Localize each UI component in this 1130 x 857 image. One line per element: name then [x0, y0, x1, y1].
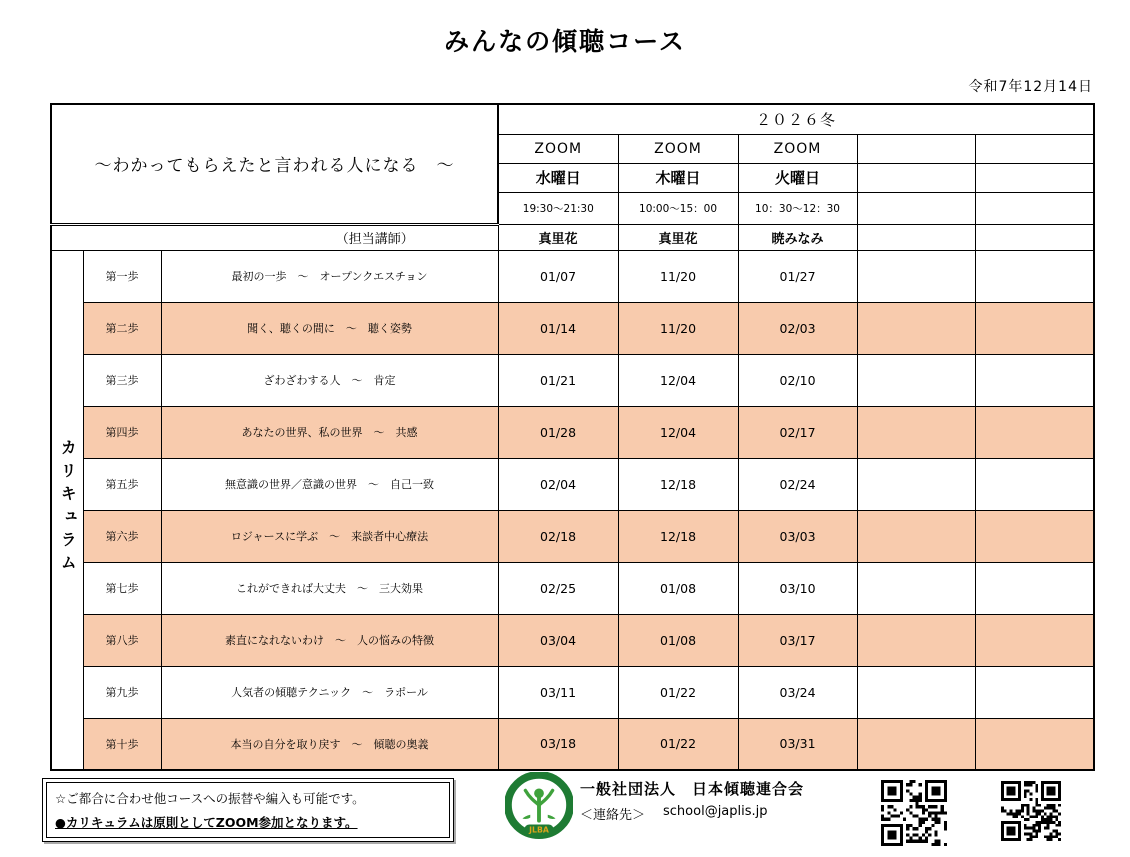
date-cell: 01/27: [738, 250, 857, 302]
platform-cell: ZOOM: [618, 134, 738, 163]
date-cell: 03/17: [738, 614, 857, 666]
step-cell: 第二歩: [83, 302, 161, 354]
date-cell: 01/14: [498, 302, 618, 354]
document-date: 令和7年12月14日: [968, 79, 1093, 95]
curriculum-row: [51, 458, 1094, 510]
date-cell: 03/18: [498, 718, 618, 770]
date-cell: 02/17: [738, 406, 857, 458]
date-cell: 03/24: [738, 666, 857, 718]
contact-email: school@japlis.jp: [663, 804, 768, 819]
schedule-table: [50, 103, 1095, 771]
instructor-label: （担当講師）: [51, 224, 498, 250]
topic-cell: 聞く、聴くの間に ～ 聴く姿勢: [161, 302, 498, 354]
date-cell: 01/28: [498, 406, 618, 458]
weekday-cell: 火曜日: [738, 163, 857, 192]
topic-cell: 本当の自分を取り戻す ～ 傾聴の奥義: [161, 718, 498, 770]
curriculum-side-label: カリキュラム: [51, 250, 83, 770]
curriculum-row: [51, 562, 1094, 614]
date-cell: 02/18: [498, 510, 618, 562]
date-cell: 03/31: [738, 718, 857, 770]
platform-cell: ZOOM: [498, 134, 618, 163]
instructor-row: [51, 224, 1094, 250]
date-cell: [857, 718, 975, 770]
instructor-cell: 暁みなみ: [738, 224, 857, 250]
time-cell: 10：30～12：30: [738, 192, 857, 224]
date-cell: 01/21: [498, 354, 618, 406]
instructor-cell: [975, 224, 1094, 250]
curriculum-row: [51, 250, 1094, 302]
date-cell: [975, 666, 1094, 718]
step-cell: 第九歩: [83, 666, 161, 718]
curriculum-row: [51, 666, 1094, 718]
date-cell: [975, 354, 1094, 406]
topic-cell: あなたの世界、私の世界 ～ 共感: [161, 406, 498, 458]
time-cell: [857, 192, 975, 224]
date-cell: [857, 562, 975, 614]
date-cell: 12/18: [618, 510, 738, 562]
date-cell: 03/04: [498, 614, 618, 666]
topic-cell: 人気者の傾聴テクニック ～ ラポール: [161, 666, 498, 718]
org-logo-icon: [505, 772, 573, 840]
curriculum-row: [51, 510, 1094, 562]
date-cell: 02/25: [498, 562, 618, 614]
qr-code: [1001, 781, 1061, 841]
date-cell: 01/22: [618, 666, 738, 718]
notes-inner: [46, 782, 450, 838]
time-cell: 10:00～15：00: [618, 192, 738, 224]
weekday-cell: 水曜日: [498, 163, 618, 192]
topic-cell: 最初の一歩 ～ オープンクエスチョン: [161, 250, 498, 302]
instructor-cell: 真里花: [498, 224, 618, 250]
topic-cell: 無意識の世界／意識の世界 ～ 自己一致: [161, 458, 498, 510]
date-cell: 03/11: [498, 666, 618, 718]
date-cell: [857, 458, 975, 510]
logo-acronym: JLBA: [529, 825, 549, 835]
org-name: 一般社団法人 日本傾聴連合会: [580, 780, 805, 798]
curriculum-row: [51, 614, 1094, 666]
note-line-zoom: ●カリキュラムは原則としてZOOM参加となります。: [55, 815, 358, 830]
time-cell: [975, 192, 1094, 224]
instructor-cell: 真里花: [618, 224, 738, 250]
date-cell: 01/08: [618, 562, 738, 614]
page-title: みんなの傾聴コース: [444, 27, 686, 56]
date-cell: 03/03: [738, 510, 857, 562]
date-cell: 12/18: [618, 458, 738, 510]
date-cell: [975, 302, 1094, 354]
step-cell: 第六歩: [83, 510, 161, 562]
date-cell: 02/04: [498, 458, 618, 510]
date-cell: 12/04: [618, 406, 738, 458]
date-cell: 03/10: [738, 562, 857, 614]
course-slogan: ～わかってもらえたと言われる人になる ～: [51, 104, 498, 224]
date-cell: [975, 458, 1094, 510]
weekday-cell: [857, 163, 975, 192]
topic-cell: ロジャースに学ぶ ～ 来談者中心療法: [161, 510, 498, 562]
step-cell: 第四歩: [83, 406, 161, 458]
platform-cell: [975, 134, 1094, 163]
step-cell: 第八歩: [83, 614, 161, 666]
curriculum-row: [51, 354, 1094, 406]
date-cell: [975, 614, 1094, 666]
notes-box: [42, 778, 454, 842]
date-cell: [975, 510, 1094, 562]
step-cell: 第五歩: [83, 458, 161, 510]
step-cell: 第七歩: [83, 562, 161, 614]
topic-cell: これができれば大丈夫 ～ 三大効果: [161, 562, 498, 614]
step-cell: 第一歩: [83, 250, 161, 302]
season-label: ２０２６冬: [498, 104, 1094, 134]
time-cell: 19:30～21:30: [498, 192, 618, 224]
date-cell: 01/07: [498, 250, 618, 302]
qr-code: [881, 780, 947, 846]
topic-cell: 素直になれないわけ ～ 人の悩みの特徴: [161, 614, 498, 666]
curriculum-row: [51, 406, 1094, 458]
date-cell: [975, 562, 1094, 614]
date-cell: [975, 718, 1094, 770]
date-cell: 11/20: [618, 302, 738, 354]
date-cell: [857, 406, 975, 458]
date-cell: [857, 250, 975, 302]
step-cell: 第三歩: [83, 354, 161, 406]
date-cell: [857, 302, 975, 354]
date-cell: [857, 666, 975, 718]
platform-cell: [857, 134, 975, 163]
date-cell: [975, 250, 1094, 302]
date-cell: 02/10: [738, 354, 857, 406]
date-cell: [857, 614, 975, 666]
step-cell: 第十歩: [83, 718, 161, 770]
weekday-cell: 木曜日: [618, 163, 738, 192]
date-cell: [975, 406, 1094, 458]
date-cell: [857, 354, 975, 406]
date-cell: 12/04: [618, 354, 738, 406]
date-cell: [857, 510, 975, 562]
date-cell: 11/20: [618, 250, 738, 302]
curriculum-row: [51, 302, 1094, 354]
contact-label: ＜連絡先＞: [580, 808, 646, 823]
date-cell: 01/08: [618, 614, 738, 666]
note-line-transfer: ☆ご都合に合わせ他コースへの振替や編入も可能です。: [55, 791, 365, 806]
topic-cell: ざわざわする人 ～ 肯定: [161, 354, 498, 406]
platform-cell: ZOOM: [738, 134, 857, 163]
curriculum-row: [51, 718, 1094, 770]
date-cell: 02/24: [738, 458, 857, 510]
instructor-cell: [857, 224, 975, 250]
weekday-cell: [975, 163, 1094, 192]
date-cell: 02/03: [738, 302, 857, 354]
season-row: [51, 104, 1094, 134]
org-block: [580, 778, 860, 823]
date-cell: 01/22: [618, 718, 738, 770]
